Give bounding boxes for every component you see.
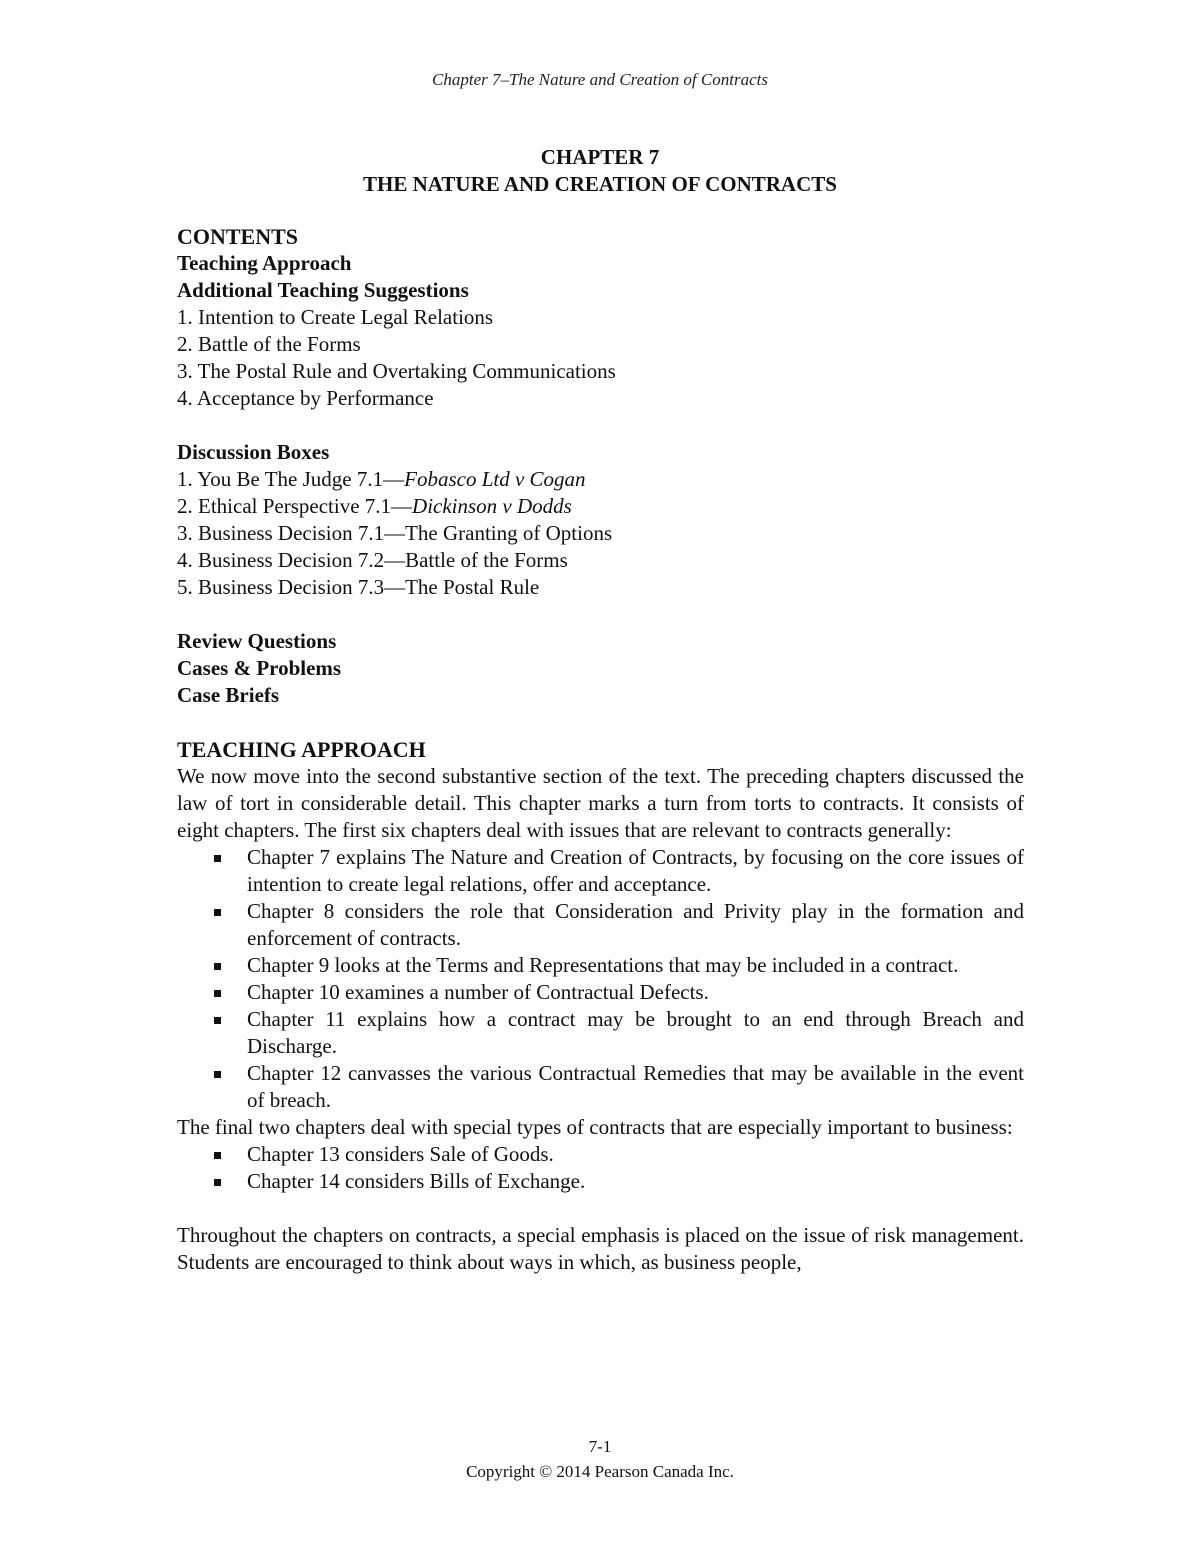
list-item: 1. You Be The Judge 7.1—Fobasco Ltd v Cogan	[177, 467, 586, 491]
list-item: Chapter 7 explains The Nature and Creation of Contracts, by focusing on the core issues of intention to create legal relations, offer and acceptance.	[177, 844, 1024, 898]
chapter-name: THE NATURE AND CREATION OF CONTRACTS	[363, 172, 837, 196]
copyright-notice: Copyright © 2014 Pearson Canada Inc.	[466, 1462, 734, 1481]
bullet-square-icon	[214, 855, 221, 862]
list-item: Chapter 14 considers Bills of Exchange.	[177, 1168, 1024, 1195]
contents-heading: CONTENTS	[177, 224, 299, 249]
list-item: Chapter 9 looks at the Terms and Representations that may be included in a contract.	[177, 952, 1024, 979]
contents-additional-heading: Additional Teaching Suggestions	[177, 278, 469, 302]
chapter-number: CHAPTER 7	[540, 145, 660, 169]
bullet-square-icon	[214, 1152, 221, 1159]
list-item: 2. Ethical Perspective 7.1—Dickinson v Dodds	[177, 494, 572, 518]
list-item: Chapter 8 considers the role that Consideration and Privity play in the formation and enforcement of contracts.	[177, 898, 1024, 952]
additional-suggestions-list	[177, 304, 1024, 412]
page-number: 7-1	[588, 1437, 612, 1456]
list-item: 3. The Postal Rule and Overtaking Communications	[177, 359, 616, 383]
bullet-square-icon	[214, 1071, 221, 1078]
bullet-square-icon	[214, 909, 221, 916]
list-item: 3. Business Decision 7.1—The Granting of Options	[177, 521, 613, 545]
list-item: Chapter 13 considers Sale of Goods.	[177, 1141, 1024, 1168]
list-item: 4. Acceptance by Performance	[177, 386, 434, 410]
risk-management-paragraph: Throughout the chapters on contracts, a special emphasis is placed on the issue of risk management. Students are encouraged to think about ways in which, as business people,	[177, 1223, 1024, 1274]
cases-problems-heading: Cases & Problems	[177, 656, 342, 680]
bullet-square-icon	[214, 990, 221, 997]
list-item: Chapter 10 examines a number of Contractual Defects.	[177, 979, 1024, 1006]
list-item: 5. Business Decision 7.3—The Postal Rule	[177, 575, 540, 599]
list-item: 1. Intention to Create Legal Relations	[177, 305, 494, 329]
general-chapters-list	[177, 844, 1024, 1114]
discussion-boxes-list	[177, 466, 1024, 601]
bullet-square-icon	[214, 1017, 221, 1024]
case-briefs-heading: Case Briefs	[177, 683, 280, 707]
special-chapters-list	[177, 1141, 1024, 1195]
bullet-square-icon	[214, 963, 221, 970]
running-header: Chapter 7–The Nature and Creation of Contracts	[432, 70, 768, 89]
review-questions-heading: Review Questions	[177, 629, 337, 653]
discussion-boxes-heading: Discussion Boxes	[177, 440, 330, 464]
main-content	[177, 223, 1024, 1276]
list-item: 2. Battle of the Forms	[177, 332, 361, 356]
list-item: Chapter 12 canvasses the various Contractual Remedies that may be available in the event of breach.	[177, 1060, 1024, 1114]
special-contracts-paragraph: The final two chapters deal with special types of contracts that are especially important to business:	[177, 1115, 1013, 1139]
list-item: Chapter 11 explains how a contract may be brought to an end through Breach and Discharge.	[177, 1006, 1024, 1060]
chapter-title-block	[0, 144, 1200, 198]
teaching-approach-heading: TEACHING APPROACH	[177, 737, 426, 762]
list-item: 4. Business Decision 7.2—Battle of the Forms	[177, 548, 568, 572]
teaching-intro-paragraph: We now move into the second substantive section of the text. The preceding chapters discussed the law of tort in considerable detail. This chapter marks a turn from torts to contracts. It consists of eight chapters. The first six chapters deal with issues that are relevant to contracts generally:	[177, 764, 1024, 842]
bullet-square-icon	[214, 1179, 221, 1186]
contents-teaching-approach: Teaching Approach	[177, 251, 352, 275]
